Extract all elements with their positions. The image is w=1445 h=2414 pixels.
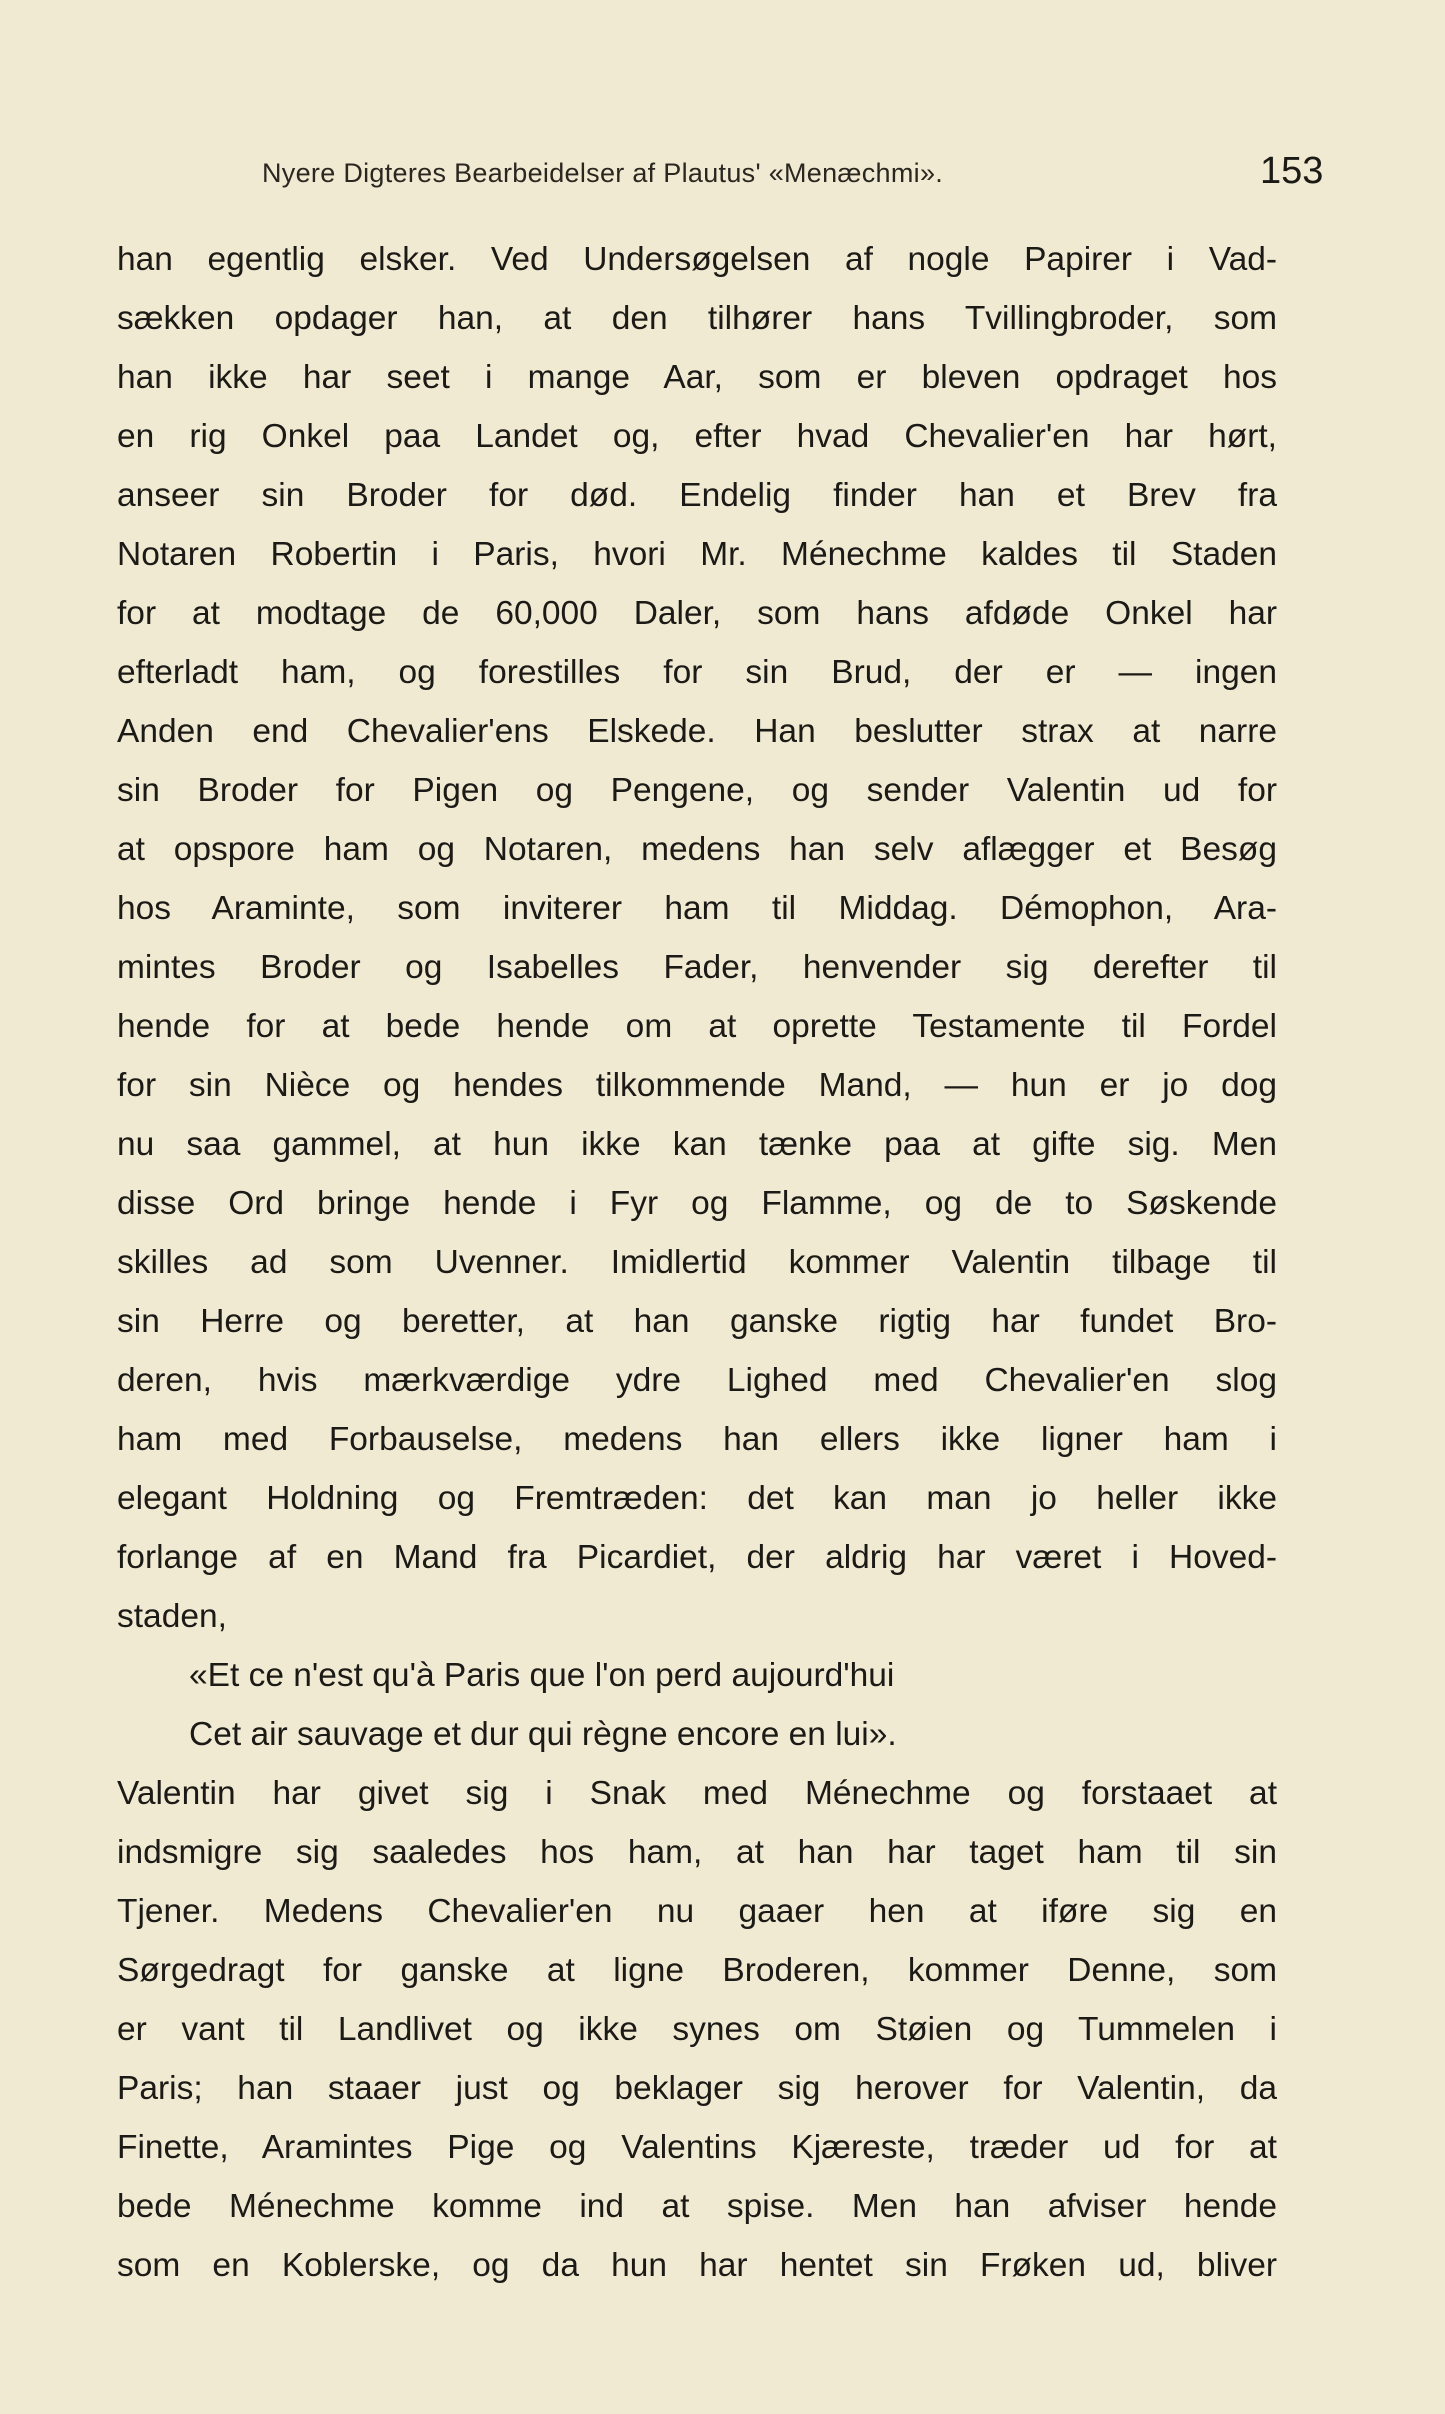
text-line: en rig Onkel paa Landet og, efter hvad Chevalier'en har hørt, (117, 418, 1277, 455)
text-line: disse Ord bringe hende i Fyr og Flamme, og de to Søskende (117, 1185, 1277, 1222)
running-head: Nyere Digteres Bearbeidelser af Plautus' «Menæchmi». (262, 158, 944, 188)
text-line: sin Herre og beretter, at han ganske rigtig har fundet Bro- (117, 1303, 1277, 1340)
quote-line: «Et ce n'est qu'à Paris que l'on perd aujourd'hui (189, 1657, 895, 1694)
text-line: sin Broder for Pigen og Pengene, og sender Valentin ud for (117, 772, 1277, 809)
text-line: er vant til Landlivet og ikke synes om Støien og Tummelen i (117, 2011, 1277, 2048)
quote-line: Cet air sauvage et dur qui règne encore en lui». (189, 1716, 897, 1753)
text-line: at opspore ham og Notaren, medens han selv aflægger et Besøg (117, 831, 1277, 868)
text-line: staden, (117, 1598, 227, 1635)
text-line: indsmigre sig saaledes hos ham, at han har taget ham til sin (117, 1834, 1277, 1871)
text-line: Paris; han staaer just og beklager sig herover for Valentin, da (117, 2070, 1277, 2107)
text-line: for sin Nièce og hendes tilkommende Mand, — hun er jo dog (117, 1067, 1277, 1104)
text-line: Sørgedragt for ganske at ligne Broderen, kommer Denne, som (117, 1952, 1277, 1989)
text-line: han egentlig elsker. Ved Undersøgelsen af nogle Papirer i Vad- (117, 241, 1277, 278)
text-line: han ikke har seet i mange Aar, som er bleven opdraget hos (117, 359, 1277, 396)
body-text (117, 230, 1277, 2295)
text-line: bede Ménechme komme ind at spise. Men han afviser hende (117, 2188, 1277, 2225)
text-line: deren, hvis mærkværdige ydre Lighed med Chevalier'en slog (117, 1362, 1277, 1399)
text-line: efterladt ham, og forestilles for sin Brud, der er — ingen (117, 654, 1277, 691)
text-line: ham med Forbauselse, medens han ellers ikke ligner ham i (117, 1421, 1277, 1458)
page-number: 153 (1260, 150, 1324, 192)
text-line: forlange af en Mand fra Picardiet, der aldrig har været i Hoved- (117, 1539, 1277, 1576)
text-line: elegant Holdning og Fremtræden: det kan man jo heller ikke (117, 1480, 1277, 1517)
text-line: mintes Broder og Isabelles Fader, henvender sig derefter til (117, 949, 1277, 986)
text-line: Finette, Aramintes Pige og Valentins Kjæreste, træder ud for at (117, 2129, 1277, 2166)
text-line: for at modtage de 60,000 Daler, som hans afdøde Onkel har (117, 595, 1277, 632)
text-line: nu saa gammel, at hun ikke kan tænke paa at gifte sig. Men (117, 1126, 1277, 1163)
text-line: som en Koblerske, og da hun har hentet sin Frøken ud, bliver (117, 2247, 1277, 2284)
text-line: anseer sin Broder for død. Endelig finder han et Brev fra (117, 477, 1277, 514)
text-line: Notaren Robertin i Paris, hvori Mr. Ménechme kaldes til Staden (117, 536, 1277, 573)
text-line: sækken opdager han, at den tilhører hans Tvillingbroder, som (117, 300, 1277, 337)
text-line: skilles ad som Uvenner. Imidlertid kommer Valentin tilbage til (117, 1244, 1277, 1281)
text-line: Valentin har givet sig i Snak med Ménechme og forstaaet at (117, 1775, 1277, 1812)
text-line: Tjener. Medens Chevalier'en nu gaaer hen at iføre sig en (117, 1893, 1277, 1930)
text-line: hende for at bede hende om at oprette Testamente til Fordel (117, 1008, 1277, 1045)
text-line: hos Araminte, som inviterer ham til Middag. Démophon, Ara- (117, 890, 1277, 927)
text-line: Anden end Chevalier'ens Elskede. Han beslutter strax at narre (117, 713, 1277, 750)
